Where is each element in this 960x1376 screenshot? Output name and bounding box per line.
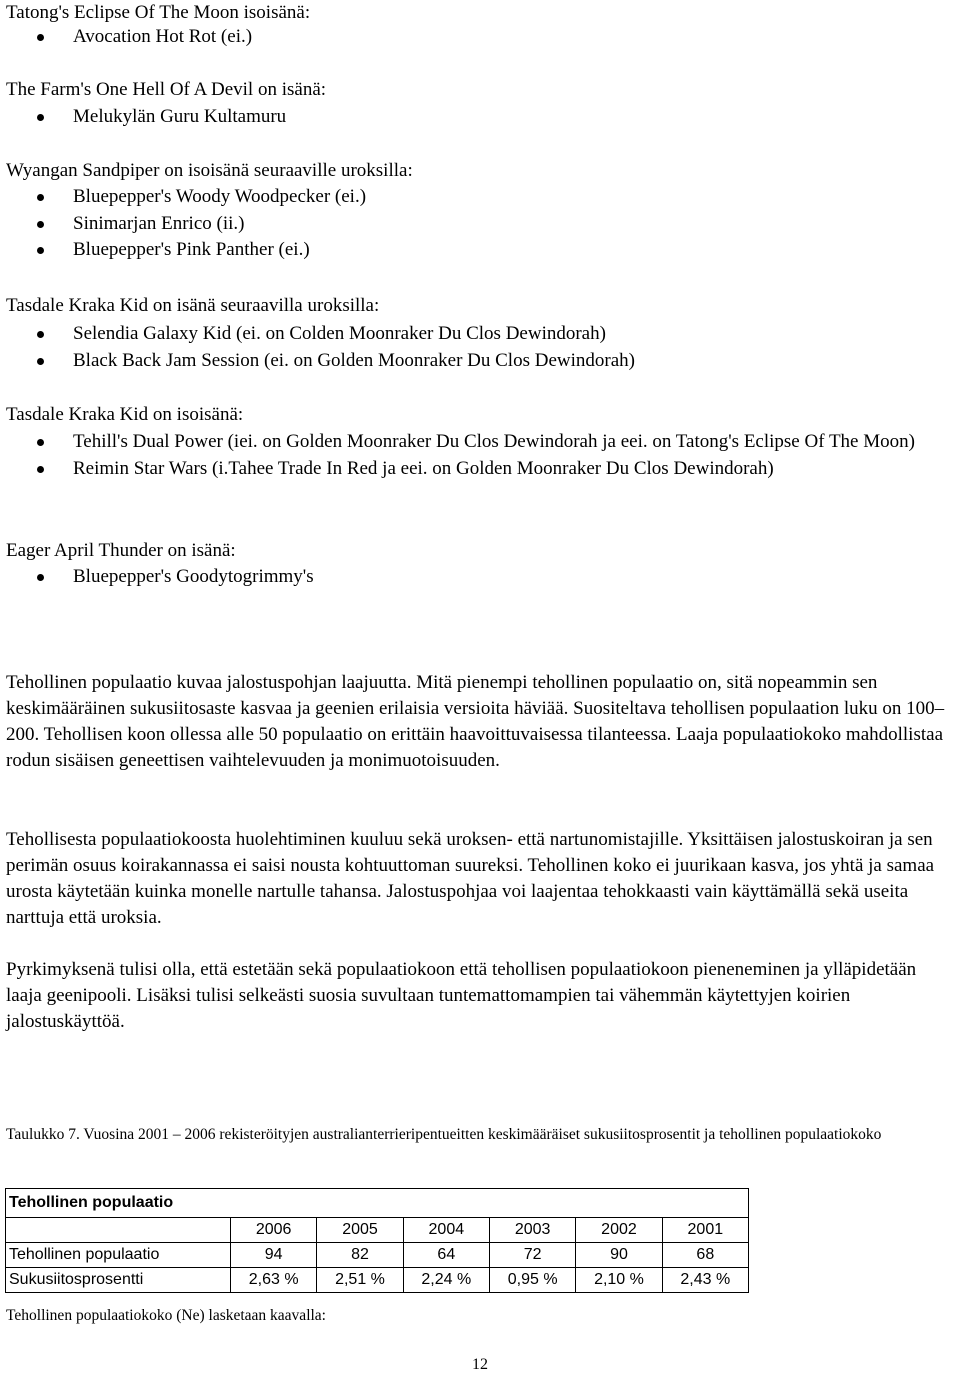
- table-title-row: [6, 1189, 749, 1218]
- list-item: Melukylän Guru Kultamuru: [0, 104, 953, 131]
- section-heading: Tatong's Eclipse Of The Moon isoisänä:: [6, 2, 311, 23]
- bullet-icon: [37, 221, 44, 228]
- year-header: 2006: [231, 1218, 317, 1243]
- bullet-list: [0, 24, 953, 51]
- bullet-icon: [37, 34, 44, 41]
- bullet-icon: [37, 358, 44, 365]
- bullet-icon: [37, 247, 44, 254]
- population-table: [5, 1188, 749, 1293]
- list-item: Tehill's Dual Power (iei. on Golden Moonraker Du Clos Dewindorah ja eei. on Tatong's Eclipse Of The Moon): [0, 429, 953, 456]
- table-row: [6, 1268, 749, 1293]
- body-paragraph: Tehollinen populaatio kuvaa jalostuspohjan laajuutta. Mitä pienempi tehollinen populaatio on, sitä nopeammin sen keskimääräinen sukusiitosaste kasvaa ja geenien erilaisia versioita häviää. Suositeltava tehollisen populaation luku on 100–200. Tehollisen koon ollessa alle 50 populaatio on erittäin haavoittuvaisessa tilanteessa. Laaja populaatiokoko mahdollistaa rodun sisäisen geneettisen vaihtelevuuden ja monimuotoisuuden.: [6, 672, 945, 771]
- table-cell: 94: [231, 1243, 317, 1268]
- formula-note: Tehollinen populaatiokoko (Ne) lasketaan kaavalla:: [6, 1307, 326, 1324]
- list-item: Avocation Hot Rot (ei.): [0, 24, 953, 51]
- body-paragraph: Tehollisesta populaatiokoosta huolehtiminen kuuluu sekä uroksen- että nartunomistajille. Yksittäisen jalostuskoiran ja sen perimän osuus koirakannassa ei saisi nousta kohtuuttoman suureksi. Tehollinen koko ei juurikaan kasva, jos yhtä ja samaa urosta käytetään kuinka monelle nartulle tahansa. Jalostuspohjaa voi laajentaa tehokkaasti vain käyttämällä sekä useita narttuja että uroksia.: [6, 829, 935, 928]
- list-item: Bluepepper's Woody Woodpecker (ei.): [0, 184, 953, 211]
- bullet-list: [0, 321, 953, 374]
- bullet-list: [0, 104, 953, 131]
- table-cell: 2,51 %: [317, 1268, 403, 1293]
- table-title: Tehollinen populaatio: [6, 1189, 749, 1218]
- table-cell: 2,63 %: [231, 1268, 317, 1293]
- table-caption: Taulukko 7. Vuosina 2001 – 2006 rekisteröityjen australianterrieripentueitten keskimääräiset sukusiitosprosentit ja tehollinen populaatiokoko: [6, 1126, 882, 1143]
- section-heading: Tasdale Kraka Kid on isoisänä:: [6, 404, 244, 425]
- bullet-icon: [37, 574, 44, 581]
- year-header: 2005: [317, 1218, 403, 1243]
- bullet-list: [0, 184, 953, 264]
- section-heading: Eager April Thunder on isänä:: [6, 540, 236, 561]
- table-row: [6, 1243, 749, 1268]
- page-number: 12: [472, 1356, 488, 1373]
- row-label: Sukusiitosprosentti: [6, 1268, 231, 1293]
- list-item: Selendia Galaxy Kid (ei. on Colden Moonraker Du Clos Dewindorah): [0, 321, 953, 348]
- year-header: 2002: [576, 1218, 662, 1243]
- table-cell: 90: [576, 1243, 662, 1268]
- table-cell: 82: [317, 1243, 403, 1268]
- bullet-list: [0, 564, 953, 591]
- table-cell: 2,24 %: [403, 1268, 489, 1293]
- table-cell: 68: [662, 1243, 748, 1268]
- table-header-row: [6, 1218, 749, 1243]
- table-cell-empty: [6, 1218, 231, 1243]
- year-header: 2001: [662, 1218, 748, 1243]
- section-heading: The Farm's One Hell Of A Devil on isänä:: [6, 79, 327, 100]
- section-heading: Tasdale Kraka Kid on isänä seuraavilla uroksilla:: [6, 295, 380, 316]
- table-cell: 0,95 %: [489, 1268, 575, 1293]
- list-item: Bluepepper's Goodytogrimmy's: [0, 564, 953, 591]
- table-cell: 2,10 %: [576, 1268, 662, 1293]
- bullet-icon: [37, 114, 44, 121]
- list-item: Bluepepper's Pink Panther (ei.): [0, 237, 953, 264]
- bullet-list: [0, 429, 953, 482]
- list-item: Black Back Jam Session (ei. on Golden Moonraker Du Clos Dewindorah): [0, 348, 953, 375]
- year-header: 2004: [403, 1218, 489, 1243]
- bullet-icon: [37, 331, 44, 338]
- row-label: Tehollinen populaatio: [6, 1243, 231, 1268]
- bullet-icon: [37, 466, 44, 473]
- table-cell: 2,43 %: [662, 1268, 748, 1293]
- table-cell: 64: [403, 1243, 489, 1268]
- body-paragraph: Pyrkimyksenä tulisi olla, että estetään sekä populaatiokoon että tehollisen populaatiokoon pieneneminen ja ylläpidetään laaja geenipooli. Lisäksi tulisi selkeästi suosia suvultaan tuntemattomampien tai vähemmän käytettyjen koirien jalostuskäyttöä.: [6, 959, 917, 1032]
- list-item: Sinimarjan Enrico (ii.): [0, 211, 953, 238]
- bullet-icon: [37, 194, 44, 201]
- section-heading: Wyangan Sandpiper on isoisänä seuraaville uroksilla:: [6, 160, 413, 181]
- year-header: 2003: [489, 1218, 575, 1243]
- table-cell: 72: [489, 1243, 575, 1268]
- bullet-icon: [37, 439, 44, 446]
- list-item: Reimin Star Wars (i.Tahee Trade In Red ja eei. on Golden Moonraker Du Clos Dewindorah): [0, 456, 953, 483]
